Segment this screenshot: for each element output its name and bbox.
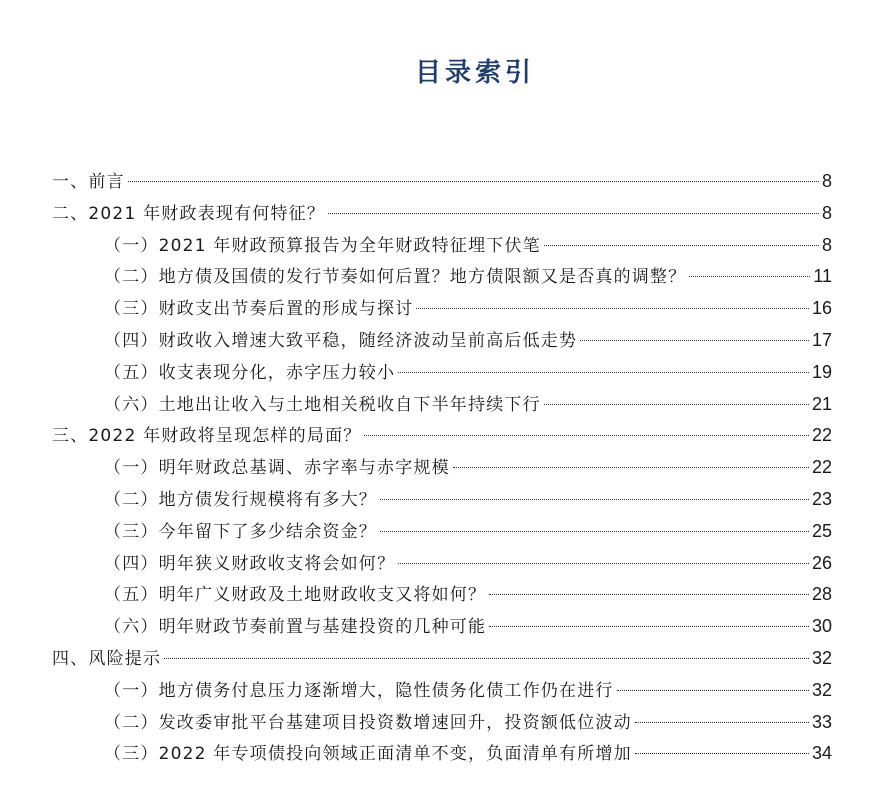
toc-page-number: 33 xyxy=(811,711,832,732)
toc-page-number: 8 xyxy=(821,202,832,223)
toc-page-number: 19 xyxy=(811,361,832,382)
toc-page-number: 25 xyxy=(811,520,832,541)
toc-entry-title: （一）地方债务付息压力逐渐增大，隐性债务化债工作仍在进行 xyxy=(104,680,614,701)
toc-page-number: 30 xyxy=(811,616,832,637)
toc-dot-leader xyxy=(544,245,819,246)
toc-subsection-entry[interactable] xyxy=(104,325,832,357)
toc-page-number: 8 xyxy=(821,234,832,255)
toc-dot-leader xyxy=(689,276,810,277)
toc-subsection-entry[interactable] xyxy=(104,484,832,516)
toc-subsection-entry[interactable] xyxy=(104,357,832,389)
toc-entry-title: 一、前言 xyxy=(52,172,125,192)
toc-page-number: 16 xyxy=(811,298,832,319)
toc-subsection-entry[interactable] xyxy=(104,516,832,548)
toc-dot-leader xyxy=(380,499,809,500)
toc-page-number: 26 xyxy=(811,552,832,573)
page-title: 目录索引 xyxy=(414,58,535,88)
toc-subsection-entry[interactable] xyxy=(104,738,832,770)
toc-section-entry[interactable] xyxy=(52,420,832,452)
toc-page-number: 34 xyxy=(811,743,832,764)
toc-page-number: 22 xyxy=(811,457,832,478)
toc-entry-title: 四、风险提示 xyxy=(52,648,162,669)
toc-entry-title: （二）发改委审批平台基建项目投资数增速回升，投资额低位波动 xyxy=(104,712,632,733)
toc-entry-title: 二、2021 年财政表现有何特征？ xyxy=(52,203,326,224)
toc-dot-leader xyxy=(364,435,809,436)
toc-page-number: 32 xyxy=(811,679,832,700)
toc-dot-leader xyxy=(544,404,809,405)
toc-dot-leader xyxy=(416,308,809,309)
toc-page-number: 22 xyxy=(811,425,832,446)
toc-page-number: 17 xyxy=(811,329,832,350)
toc-page-number: 23 xyxy=(811,488,832,509)
toc-entry-title: （一）明年财政总基调、赤字率与赤字规模 xyxy=(104,458,450,479)
toc-dot-leader xyxy=(489,626,809,627)
toc-page-number: 28 xyxy=(811,584,832,605)
toc-page-number: 21 xyxy=(811,393,832,414)
toc-entry-title: （三）今年留下了多少结余资金？ xyxy=(104,521,377,542)
toc-dot-leader xyxy=(489,594,809,595)
toc-subsection-entry[interactable] xyxy=(104,579,832,611)
toc-entry-title: （一）2021 年财政预算报告为全年财政特征埋下伏笔 xyxy=(104,235,541,256)
toc-entry-title: 三、2022 年财政将呈现怎样的局面？ xyxy=(52,426,362,447)
toc-entry-title: （二）地方债发行规模将有多大？ xyxy=(104,489,377,510)
toc-section-entry[interactable] xyxy=(52,643,832,675)
toc-dot-leader xyxy=(398,563,809,564)
toc-entry-title: （四）财政收入增速大致平稳，随经济波动呈前高后低走势 xyxy=(104,330,578,351)
toc-section-entry[interactable] xyxy=(52,198,832,230)
toc-section-entry[interactable] xyxy=(52,166,832,198)
toc-dot-leader xyxy=(453,467,809,468)
toc-entry-title: （三）2022 年专项债投向领域正面清单不变，负面清单有所增加 xyxy=(104,744,632,765)
toc-page-number: 32 xyxy=(811,647,832,668)
toc-dot-leader xyxy=(617,690,809,691)
toc-entry-title: （三）财政支出节奏后置的形成与探讨 xyxy=(104,299,414,320)
toc-entry-title: （六）明年财政节奏前置与基建投资的几种可能 xyxy=(104,617,487,638)
toc-subsection-entry[interactable] xyxy=(104,611,832,643)
toc-entry-title: （五）明年广义财政及土地财政收支又将如何？ xyxy=(104,585,487,606)
toc-dot-leader xyxy=(398,372,809,373)
toc-dot-leader xyxy=(580,340,809,341)
toc-page-number: 11 xyxy=(813,266,832,287)
toc-dot-leader xyxy=(164,658,809,659)
toc-entry-title: （六）土地出让收入与土地相关税收自下半年持续下行 xyxy=(104,394,541,415)
toc-subsection-entry[interactable] xyxy=(104,389,832,421)
toc-dot-leader xyxy=(328,213,819,214)
toc-subsection-entry[interactable] xyxy=(104,293,832,325)
toc-subsection-entry[interactable] xyxy=(104,548,832,580)
toc-dot-leader xyxy=(635,753,809,754)
toc-entry-title: （二）地方债及国债的发行节奏如何后置？地方债限额又是否真的调整？ xyxy=(104,267,687,288)
toc-subsection-entry[interactable] xyxy=(104,452,832,484)
toc-entry-title: （四）明年狭义财政收支将会如何？ xyxy=(104,553,396,574)
toc-subsection-entry[interactable] xyxy=(104,261,832,293)
toc-dot-leader xyxy=(635,722,809,723)
toc-subsection-entry[interactable] xyxy=(104,675,832,707)
toc-entry-title: （五）收支表现分化，赤字压力较小 xyxy=(104,362,396,383)
toc-subsection-entry[interactable] xyxy=(104,707,832,739)
toc-dot-leader xyxy=(380,531,809,532)
toc-subsection-entry[interactable] xyxy=(104,230,832,262)
table-of-contents xyxy=(0,166,890,770)
toc-dot-leader xyxy=(128,181,819,182)
toc-page-number: 8 xyxy=(821,171,832,191)
